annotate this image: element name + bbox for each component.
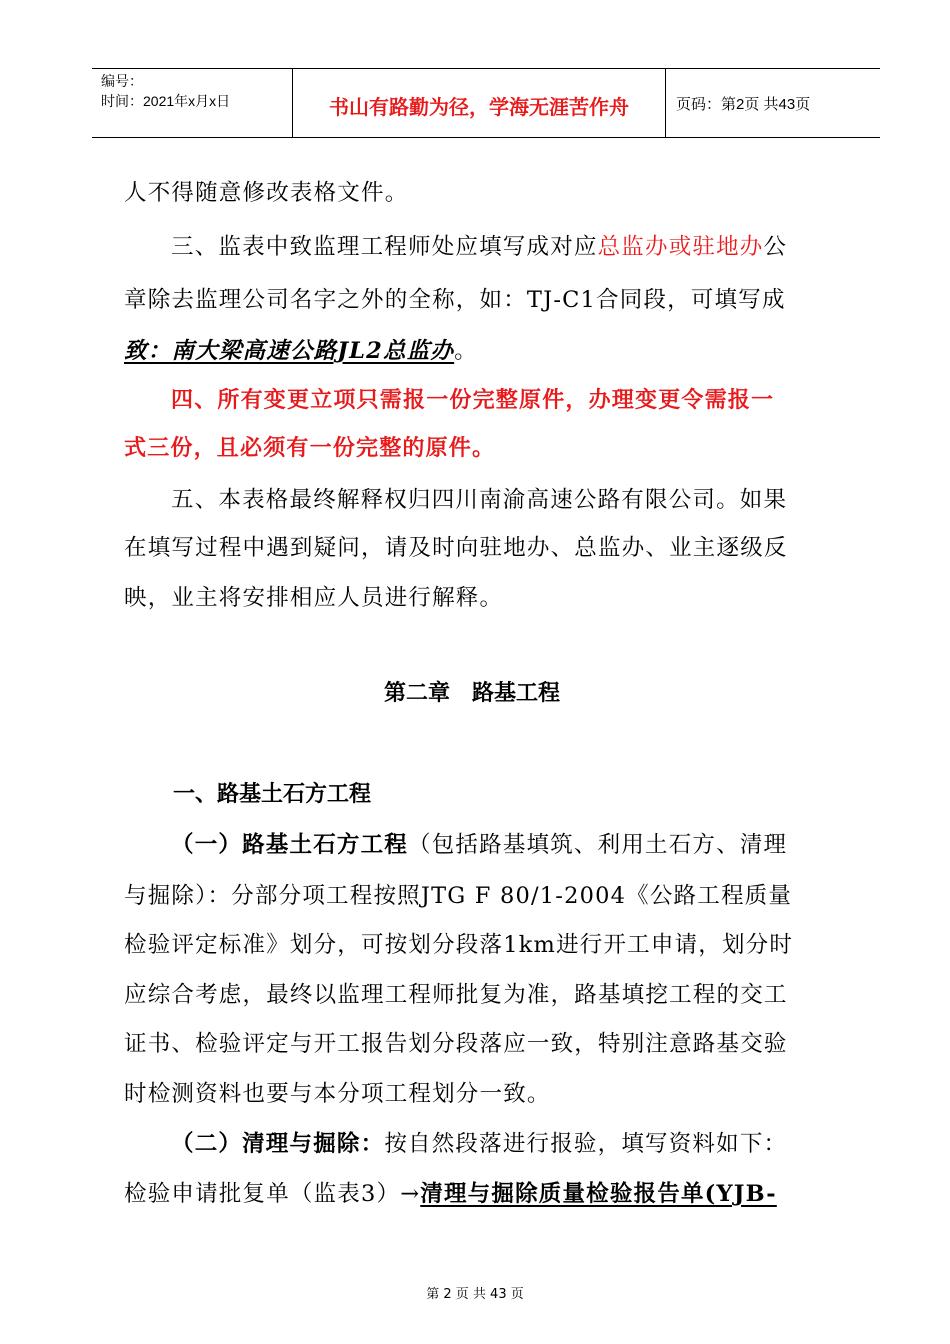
text-span: （包括路基填筑、利用土石方、清理: [408, 832, 788, 858]
date-label: 时间：2021年x月x日: [101, 93, 231, 109]
paragraph-5-line-1: 五、本表格最终解释权归四川南渝高速公路有限公司。如果: [171, 487, 788, 513]
linked-form-text: 清理与掘除质量检验报告单(YJB-: [420, 1181, 777, 1207]
text-span: 三、监表中致监理工程师处应填写成对应: [171, 234, 598, 260]
subsection-1-line-2: 与掘除）：分部分项工程按照JTG F 80/1-2004《公路工程质量: [124, 883, 793, 909]
section-heading: 一、路基土石方工程: [173, 781, 372, 807]
page-info: 页码：第2页 共43页: [676, 96, 811, 113]
paragraph-4-line-1: 四、所有变更立项只需报一份完整原件，办理变更令需报一: [171, 387, 775, 413]
paragraph-3-line-2: 章除去监理公司名字之外的全称，如：TJ-C1合同段，可填写成: [124, 287, 786, 313]
subsection-title: （二）清理与掘除：: [171, 1131, 385, 1157]
text-span: 。: [454, 338, 478, 364]
subsection-2-line-1: [171, 1126, 787, 1158]
header-info-cell: [92, 69, 293, 137]
text-span: 公: [763, 234, 788, 260]
emphasis-text: 致：南大梁高速公路JL2总监办: [124, 338, 455, 364]
paragraph-3-line-1: [171, 229, 787, 261]
subsection-title: （一）路基土石方工程: [171, 832, 409, 858]
paragraph-5-line-2: 在填写过程中遇到疑问，请及时向驻地办、总监办、业主逐级反: [124, 535, 788, 561]
highlight-text: 总监办或驻地办: [597, 234, 764, 260]
subsection-1-line-6: 时检测资料也要与本分项工程划分一致。: [124, 1081, 551, 1107]
subsection-1-line-3: 检验评定标准》划分，可按划分段落1km进行开工申请，划分时: [124, 932, 794, 958]
motto-text: 书山有路勤为径，学海无涯苦作舟: [329, 95, 629, 119]
serial-label: 编号：: [101, 73, 143, 89]
chapter-title: 第二章 路基工程: [384, 680, 561, 706]
page-header: [92, 68, 880, 138]
paragraph-3-line-3: [124, 333, 478, 365]
header-motto-cell: [293, 69, 666, 137]
paragraph-4-line-2: 式三份，且必须有一份完整的原件。: [124, 435, 496, 461]
subsection-1-line-5: 证书、检验评定与开工报告划分段落应一致，特别注意路基交验: [124, 1031, 788, 1057]
page-footer: 第 2 页 共 43 页: [426, 1287, 524, 1302]
text-span: 按自然段落进行报验，填写资料如下：: [384, 1131, 788, 1157]
text-span: 检验申请批复单（监表3）→: [124, 1181, 421, 1207]
subsection-1-line-1: [171, 827, 787, 859]
body-line: 人不得随意修改表格文件。: [124, 180, 409, 206]
paragraph-5-line-3: 映，业主将安排相应人员进行解释。: [124, 585, 504, 611]
header-page-cell: [666, 69, 880, 137]
subsection-1-line-4: 应综合考虑，最终以监理工程师批复为准，路基填挖工程的交工: [124, 982, 788, 1008]
subsection-2-line-2: [124, 1176, 777, 1208]
